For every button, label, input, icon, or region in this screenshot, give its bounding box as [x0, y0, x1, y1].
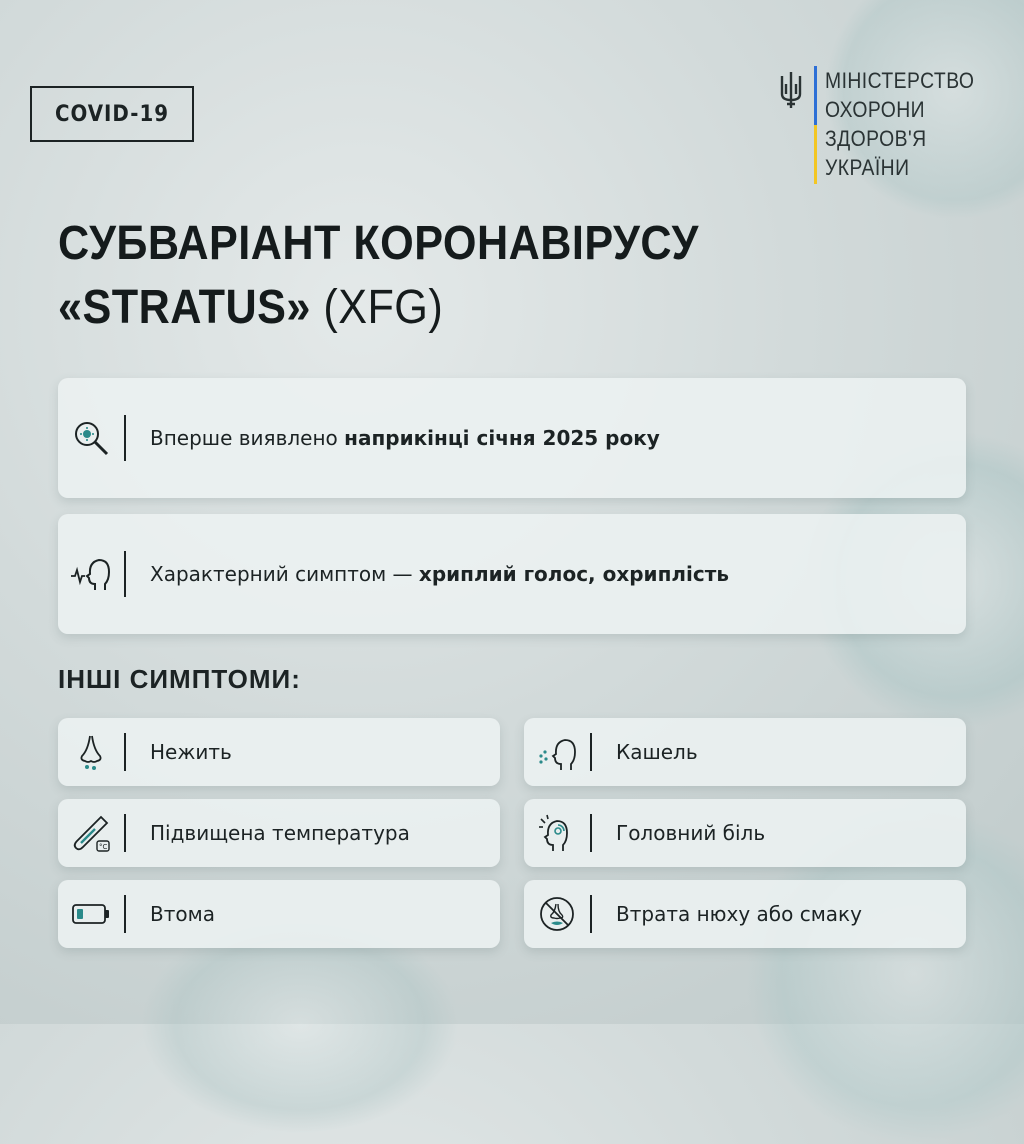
svg-text:°C: °C: [99, 843, 108, 851]
symptom-runny-nose: [58, 718, 500, 786]
separator: [590, 895, 592, 933]
symptom-fatigue: [58, 880, 500, 948]
first-detected-card: [58, 378, 966, 498]
other-symptoms-heading: ІНШІ СИМПТОМИ:: [58, 664, 301, 694]
symptom-label: Нежить: [150, 740, 232, 764]
card-text: Характерний симптом — хриплий голос, охриплість: [150, 562, 729, 586]
key-symptom-card: [58, 514, 966, 634]
symptom-label: Головний біль: [616, 821, 766, 845]
flag-bar: [814, 66, 817, 184]
trident-icon: [778, 70, 804, 110]
symptom-fever: [58, 799, 500, 867]
symptom-label: Підвищена температура: [150, 821, 410, 845]
symptom-label: Втрата нюху або смаку: [616, 902, 862, 926]
symptom-headache: [524, 799, 966, 867]
loss-of-smell-icon: [524, 894, 590, 934]
symptom-label: Втома: [150, 902, 215, 926]
ministry-name: МІНІСТЕРСТВО ОХОРОНИ ЗДОРОВ'Я УКРАЇНИ: [825, 68, 975, 180]
separator: [124, 814, 126, 852]
cough-icon: [524, 732, 590, 772]
separator: [124, 733, 126, 771]
symptom-cough: [524, 718, 966, 786]
separator: [124, 551, 126, 597]
symptom-label: Кашель: [616, 740, 698, 764]
hoarse-voice-icon: [58, 554, 124, 594]
headache-icon: [524, 813, 590, 853]
card-text: Вперше виявлено наприкінці січня 2025 року: [150, 426, 660, 450]
thermometer-icon: [58, 813, 124, 853]
separator: [124, 415, 126, 461]
page-title: СУБВАРІАНТ КОРОНАВІРУСУ «STRATUS» (XFG): [58, 217, 699, 334]
runny-nose-icon: [58, 732, 124, 772]
separator: [590, 814, 592, 852]
virus-magnifier-icon: [58, 418, 124, 458]
ministry-logo: [778, 66, 995, 184]
separator: [124, 895, 126, 933]
covid-tag: COVID-19: [30, 86, 194, 142]
low-battery-icon: [58, 902, 124, 926]
separator: [590, 733, 592, 771]
symptom-loss-of-smell: [524, 880, 966, 948]
